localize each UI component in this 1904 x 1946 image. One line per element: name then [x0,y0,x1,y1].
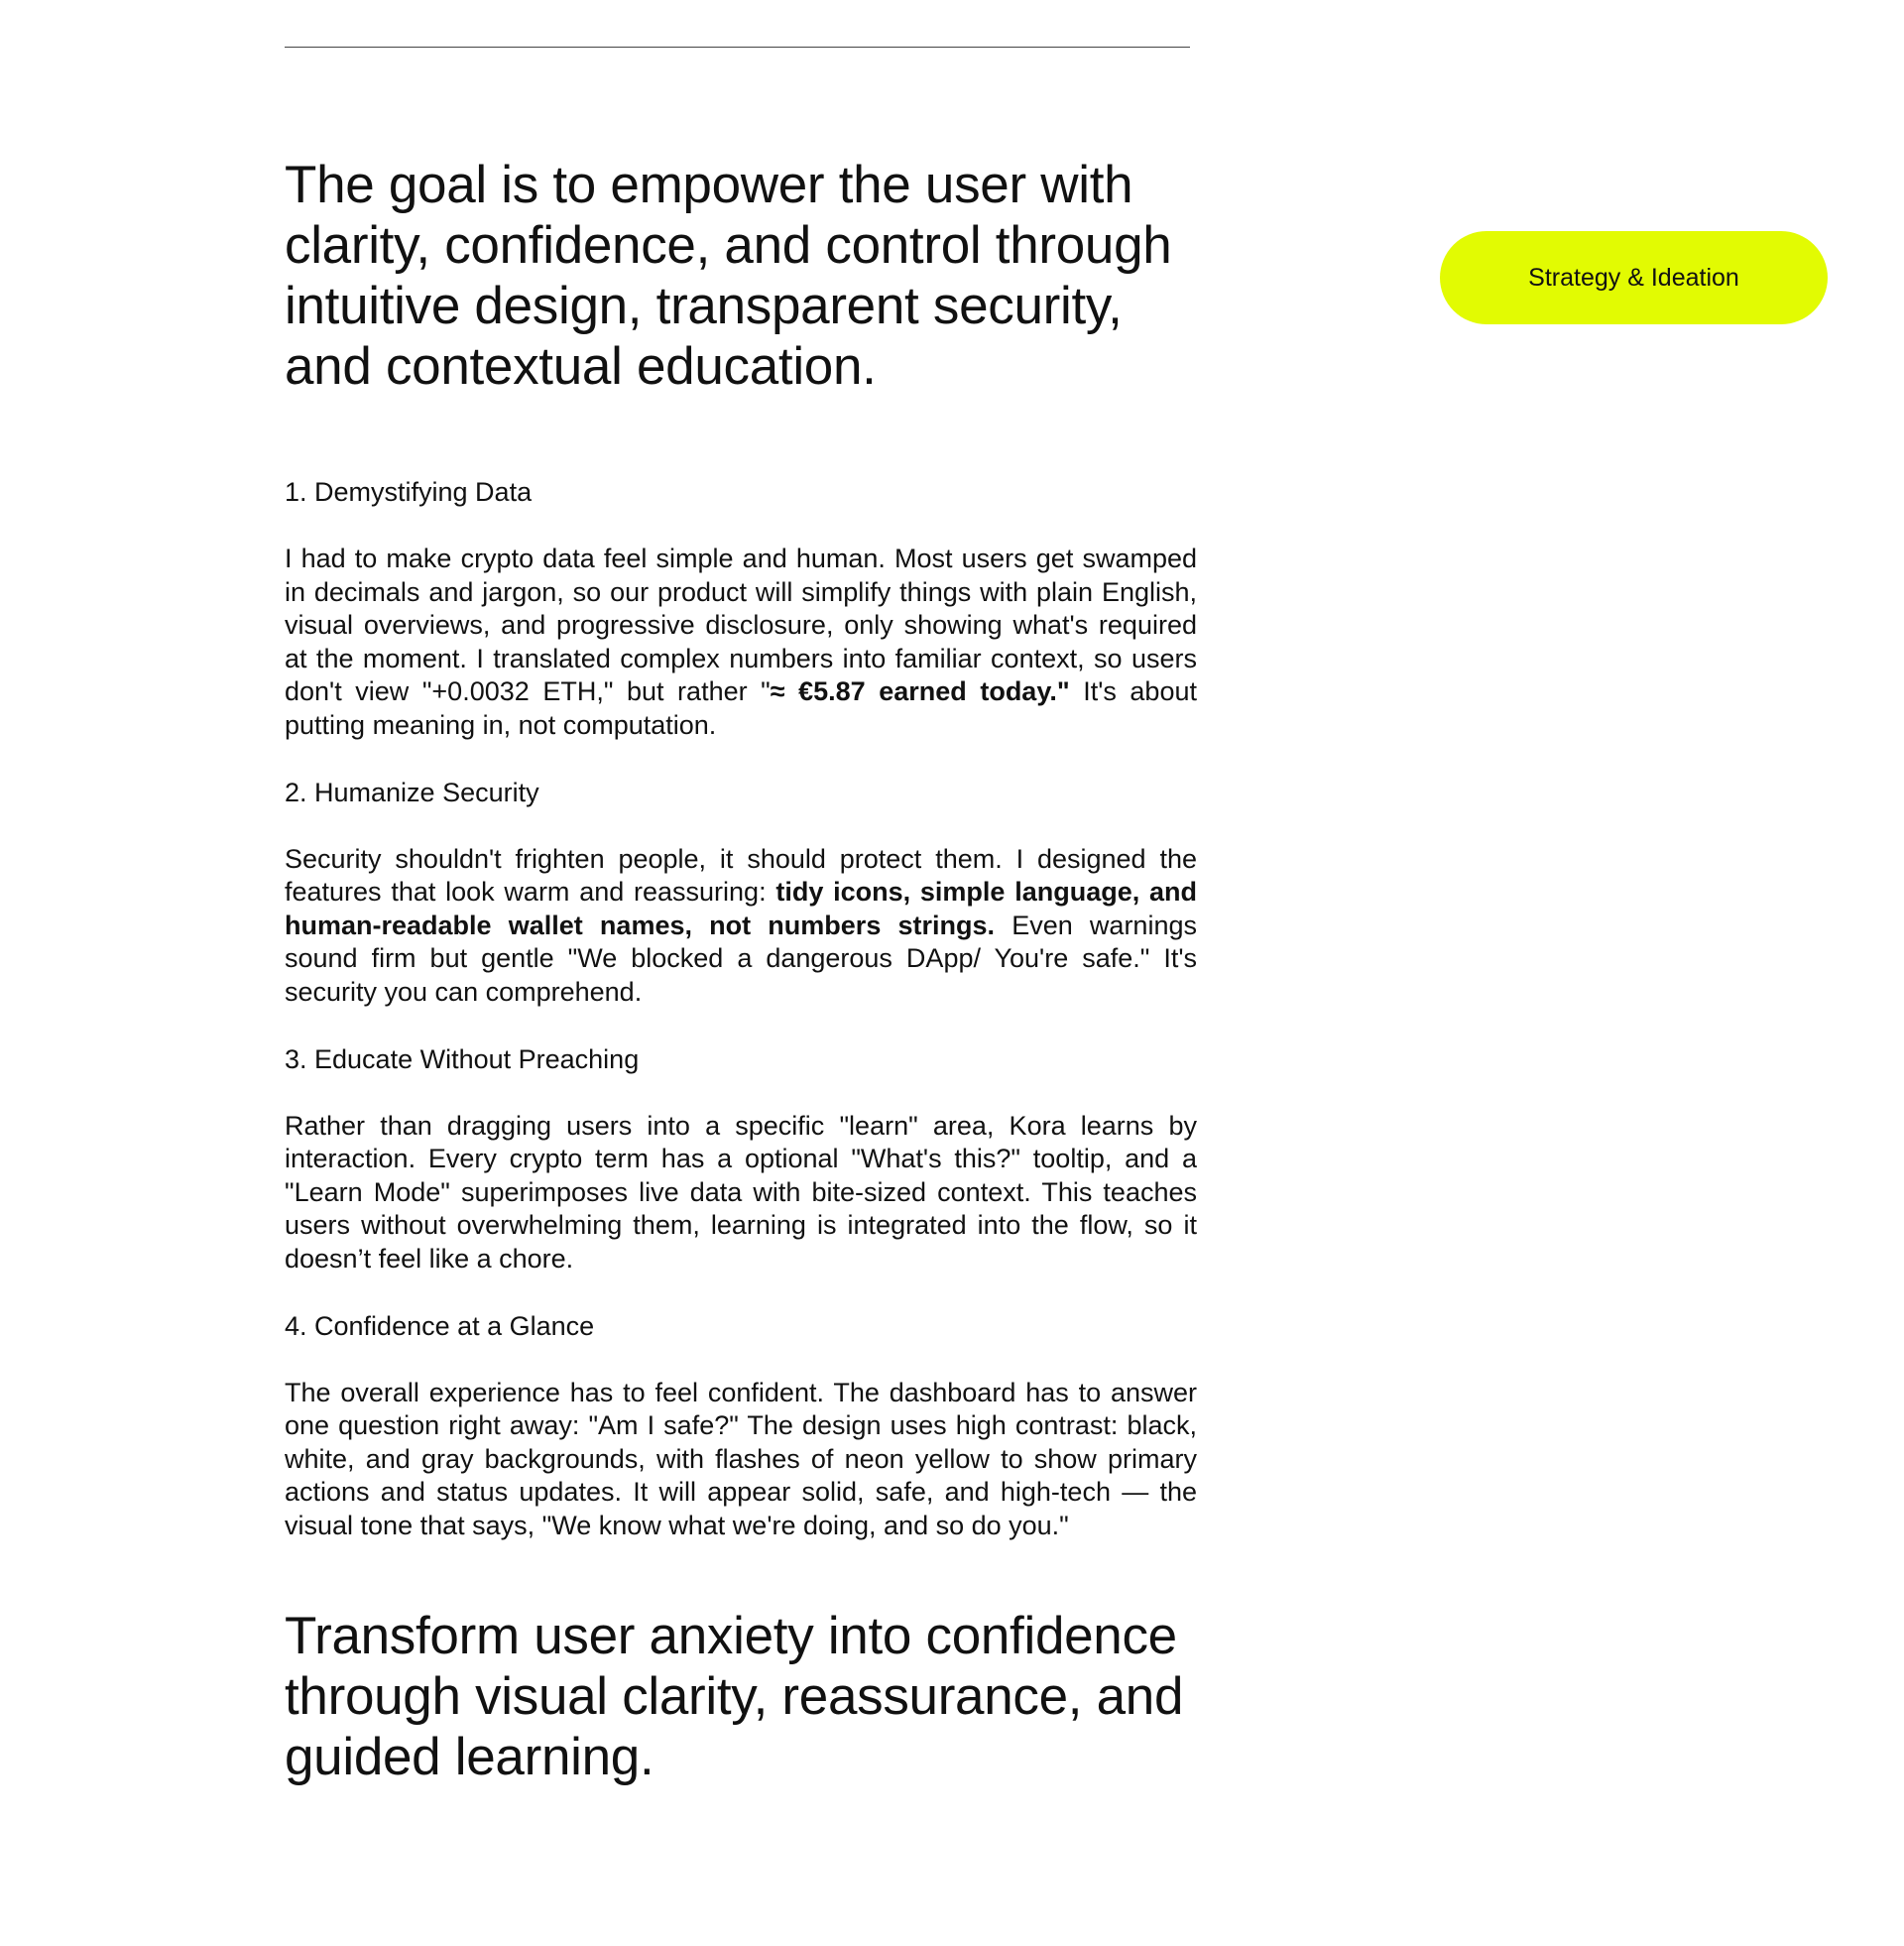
closing-statement: Transform user anxiety into confidence through visual clarity, reassurance, and guided learning. [285,1607,1184,1787]
body-emphasis: ≈ €5.87 earned today." [770,676,1070,707]
body-text: I had to make crypto data feel simple and human. Most users get swamped in decimals and jargon, so our product will simplify things with plain English, visual overviews, and progressive disclosure, only showing what's required at the moment. I translated complex numbers into familiar context, so users don't view "+0.0032 ETH," but rather " [285,544,1197,707]
principle-confidence-at-a-glance [285,1310,1197,1543]
section-title: 1. Demystifying Data [285,477,533,507]
section-title: 3. Educate Without Preaching [285,1043,640,1074]
section-title: 2. Humanize Security [285,777,539,807]
principle-demystifying-data [285,476,1197,743]
section-body: The overall experience has to feel confident. The dashboard has to answer one question right away: "Am I safe?" The design uses high contrast: black, white, and gray backgrounds, with flashes of neon yellow to show primary actions and status updates. It will appear solid, safe, and high-tech — the visual tone that says, "We know what we're doing, and so do you." [285,1377,1197,1540]
top-divider [285,47,1190,48]
body-text: It's about putting meaning in, not computation. [285,676,1197,740]
section-body [285,543,1197,743]
body-text: Even warnings sound firm but gentle "We blocked a dangerous DApp/ You're safe." It's security you can comprehend. [285,910,1197,1007]
principle-educate-without-preaching [285,1043,1197,1277]
body-emphasis: tidy icons, simple language, and human-readable wallet names, not numbers strings. [285,877,1197,940]
section-title: 4. Confidence at a Glance [285,1310,595,1341]
principle-humanize-security [285,777,1197,1010]
body-text: Security shouldn't frighten people, it should protect them. I designed the features that look warm and reassuring: [285,843,1197,908]
strategy-ideation-tag: Strategy & Ideation [1440,231,1828,324]
page-headline: The goal is to empower the user with clarity, confidence, and control through intuitive design, transparent security, and contextual education. [285,156,1172,396]
main-content [285,155,1197,1831]
principles-list [285,476,1197,1542]
section-body: Rather than dragging users into a specific "learn" area, Kora learns by interaction. Every crypto term has a optional "What's this?" tooltip, and a "Learn Mode" superimposes live data with bite-sized context. This teaches users without overwhelming them, learning is integrated into the flow, so it doesn’t feel like a chore. [285,1110,1197,1274]
section-body [285,843,1197,1010]
